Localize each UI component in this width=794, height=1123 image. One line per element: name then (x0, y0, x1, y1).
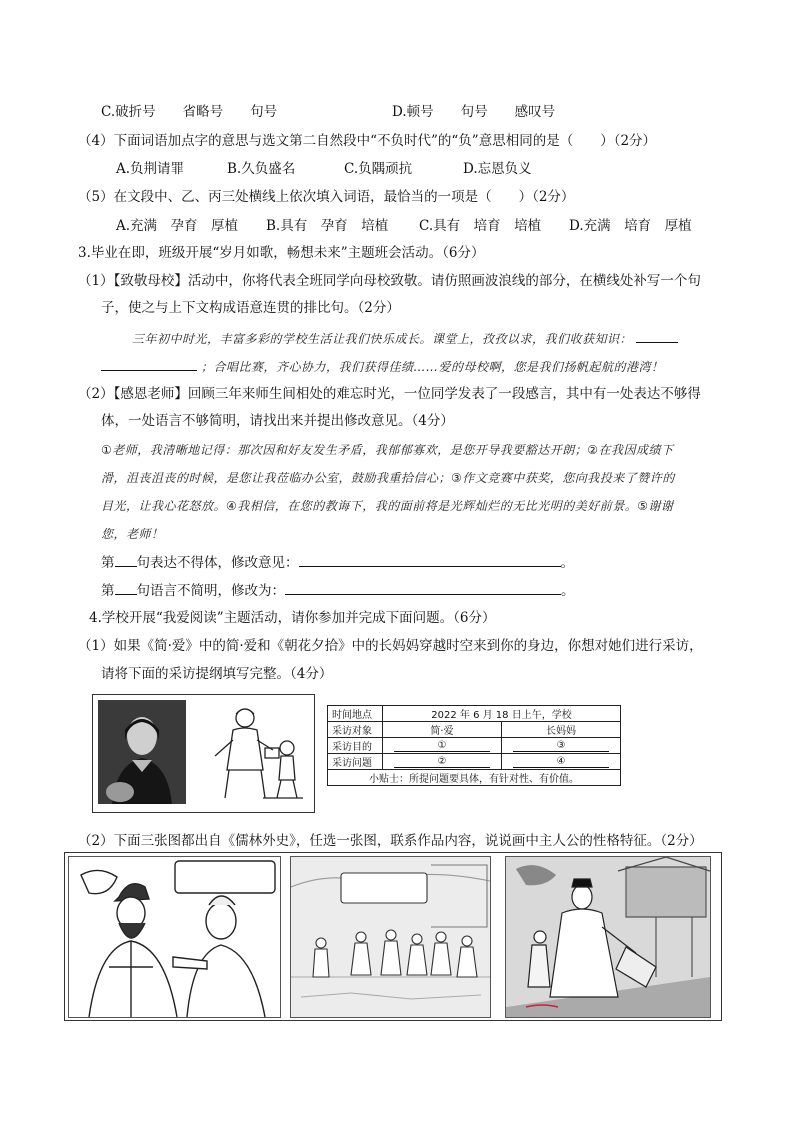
table-label-interviewee: 采访对象 (328, 722, 383, 738)
table-cell-interviewee-b: 长妈妈 (502, 722, 621, 738)
purpose-blank-3[interactable]: ③ (513, 740, 609, 752)
table-cell-time-place: 2022 年 6 月 18 日上午，学校 (383, 706, 621, 722)
q3-1-handwritten-line2 (101, 356, 664, 377)
table-tip: 小贴士：所提问题要具体，有针对性、有价值。 (328, 770, 621, 786)
q2-4-options (116, 159, 532, 179)
q2-option-d: D.顿号 句号 感叹号 (392, 104, 556, 120)
table-row (328, 754, 621, 770)
rulin-waishi-illustration-1 (68, 856, 281, 1018)
q3-1-answer-blank-a[interactable] (636, 328, 678, 343)
q3-2-fill-row1 (101, 552, 574, 573)
q4-2-stem: （2）下面三张图都出自《儒林外史》，任选一张图，联系作品内容，说说画中主人公的性格特征。（2分） (78, 833, 703, 849)
q2-4-option-b: B.久负盛名 (227, 161, 296, 177)
q3-2-revision-blank-1[interactable] (299, 552, 561, 567)
q2-4-option-a: A.负荆请罪 (116, 161, 185, 177)
q2-4-option-c: C.负隅顽抗 (344, 161, 413, 177)
table-label-questions: 采访问题 (328, 754, 383, 770)
table-row (328, 722, 621, 738)
q2-5-option-b: B.具有 孕育 培植 (266, 218, 389, 234)
q4-1-stem-line2: 请将下面的采访提纲填写完整。（4分） (101, 666, 333, 682)
table-row (328, 770, 621, 786)
q3-2-speech-line4: 您，老师！ (101, 527, 164, 541)
q3-1-stem-line2: 子，使之与上下文构成语意连贯的排比句。（2分） (101, 300, 400, 316)
q3-2-speech-line3: 目光，让我心花怒放。④我相信，在您的教诲下，我的面前将是光辉灿烂的无比光明的美好前景。⑤谢谢 (101, 499, 674, 513)
table-cell-purpose-a[interactable] (383, 738, 502, 754)
q2-5-option-d: D.充满 培育 厚植 (569, 218, 692, 234)
q2-5-option-a: A.充满 孕育 厚植 (116, 218, 239, 234)
q3-2-stem-line1: （2）【感恩老师】回顾三年来师生间相处的难忘时光，一位同学发表了一段感言，其中有一处表达不够得 (78, 386, 701, 402)
table-label-time-place: 时间地点 (328, 706, 383, 722)
q3-1-handwritten-line1 (132, 328, 678, 349)
table-cell-purpose-b[interactable] (502, 738, 621, 754)
interview-outline-table (327, 705, 621, 786)
q3-2-speech-line1: ①老师，我清晰地记得：那次因和好友发生矛盾，我郁郁寡欢，是您开导我要豁达开朗；②在我因成绩下 (101, 443, 674, 457)
q4-1-stem-line1: （1）如果《简·爱》中的简·爱和《朝花夕拾》中的长妈妈穿越时空来到你的身边，你想对她们进行采访， (78, 638, 703, 654)
q3-2-stem-line2: 体，一处语言不够简明，请找出来并提出修改意见。（4分） (101, 413, 454, 429)
q3-2-fill-row2 (101, 580, 575, 601)
q3-2-fill1-label: 句表达不得体，修改意见： (136, 555, 299, 571)
q3-2-fill2-prefix: 第 (101, 583, 115, 599)
q3-2-fill2-end: 。 (561, 583, 575, 599)
q2-4-option-d: D.忘恩负义 (463, 161, 532, 177)
q3-1-text-a: 三年初中时光，丰富多彩的学校生活让我们快乐成长。课堂上，孜孜以求，我们收获知识： (132, 332, 633, 346)
table-row (328, 706, 621, 722)
q2-5-options (116, 216, 692, 236)
q3-1-text-b: ；合唱比赛，齐心协力，我们获得佳绩……爱的母校啊，您是我们扬帆起航的港湾！ (201, 360, 664, 374)
q3-2-fill1-prefix: 第 (101, 555, 115, 571)
q4-title: 4.学校开展“我爱阅读”主题活动，请你参加并完成下面问题。（6分） (89, 610, 496, 626)
table-row (328, 738, 621, 754)
table-cell-interviewee-a: 简·爱 (383, 722, 502, 738)
q3-1-answer-blank-b[interactable] (101, 356, 197, 371)
table-label-purpose: 采访目的 (328, 738, 383, 754)
question-blank-4[interactable]: ④ (513, 756, 609, 768)
table-cell-question-b[interactable] (502, 754, 621, 770)
q2-5-option-c: C.具有 培育 培植 (419, 218, 542, 234)
purpose-blank-1[interactable]: ① (394, 740, 490, 752)
q3-2-sentence-number-blank-2[interactable] (115, 580, 137, 595)
jane-eyre-portrait (98, 700, 186, 804)
q2-5-stem: （5）在文段中、乙、丙三处横线上依次填入词语，最恰当的一项是（ ）（2分） (78, 189, 575, 205)
rulin-waishi-illustration-3 (505, 856, 711, 1018)
q3-2-sentence-number-blank-1[interactable] (115, 552, 137, 567)
table-cell-question-a[interactable] (383, 754, 502, 770)
question-blank-2[interactable]: ② (394, 756, 490, 768)
q2-option-c: C.破折号 省略号 句号 (101, 104, 278, 120)
q2-4-stem: （4）下面词语加点字的意思与选文第二自然段中“不负时代”的“负”意思相同的是（ ）（2分） (78, 133, 657, 149)
q3-1-stem-line1: （1）【致敬母校】活动中，你将代表全班同学向母校致敬。请仿照画波浪线的部分，在横线处补写一个句 (78, 273, 701, 289)
q3-2-fill2-label: 句语言不简明，修改为： (136, 583, 285, 599)
rulin-waishi-illustration-2 (290, 856, 491, 1018)
q3-2-fill1-end: 。 (560, 555, 574, 571)
q3-2-speech-line2: 滑，沮丧沮丧的时候，是您让我莅临办公室，鼓励我重拾信心；③作文竞赛中获奖，您向我投来了赞许的 (101, 471, 675, 485)
q3-title: 3.毕业在即，班级开展“岁月如歌，畅想未来”主题班会活动。（6分） (78, 245, 485, 261)
chang-mama-illustration (203, 700, 307, 804)
q3-2-revision-blank-2[interactable] (285, 580, 561, 595)
